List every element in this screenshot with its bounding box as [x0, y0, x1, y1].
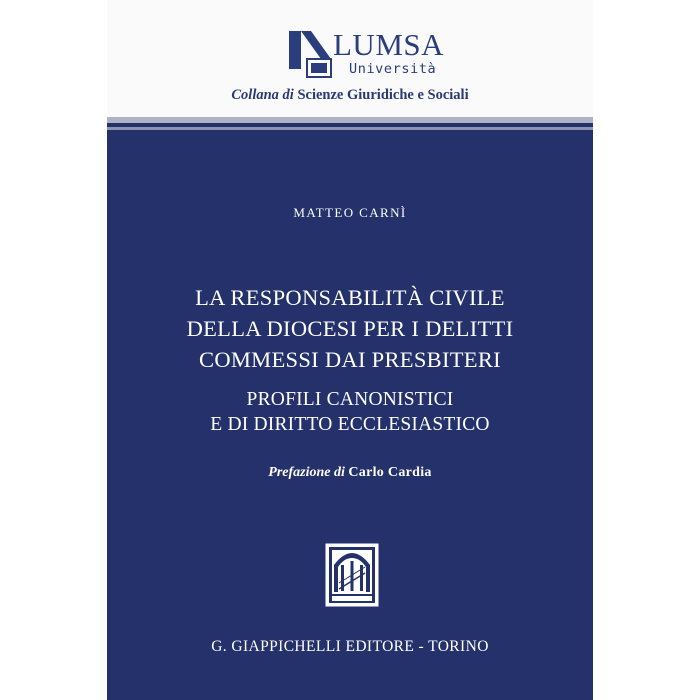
subtitle-line: PROFILI CANONISTICI	[246, 389, 454, 410]
header-divider-grey	[107, 127, 593, 130]
lumsa-mark-icon	[287, 29, 333, 79]
logo-subtitle: Università	[349, 61, 437, 77]
cover-header	[107, 0, 593, 117]
series-prefix: Collana	[231, 87, 279, 103]
author-name: MATTEO CARNÌ	[293, 205, 407, 220]
preface-author: Carlo Cardia	[348, 465, 432, 480]
lumsa-logo	[287, 27, 457, 82]
publisher-emblem-icon	[325, 543, 379, 607]
book-title	[107, 282, 593, 375]
book-cover	[107, 0, 593, 700]
title-line: DELLA DIOCESI PER I DELITTI	[186, 316, 514, 341]
logo-name: LUMSA	[333, 27, 445, 62]
publisher-name: G. GIAPPICHELLI EDITORE - TORINO	[211, 638, 489, 655]
title-line: COMMESSI DAI PRESBITERI	[199, 347, 501, 372]
series-line	[107, 86, 593, 104]
book-subtitle	[107, 387, 593, 437]
series-name: Scienze Giuridiche e Sociali	[297, 87, 469, 103]
title-line: LA RESPONSABILITÀ CIVILE	[195, 285, 505, 310]
preface-credit	[107, 465, 593, 481]
subtitle-line: E DI DIRITTO ECCLESIASTICO	[210, 414, 490, 435]
series-connector: di	[282, 87, 294, 103]
preface-label: Prefazione di	[268, 465, 345, 480]
